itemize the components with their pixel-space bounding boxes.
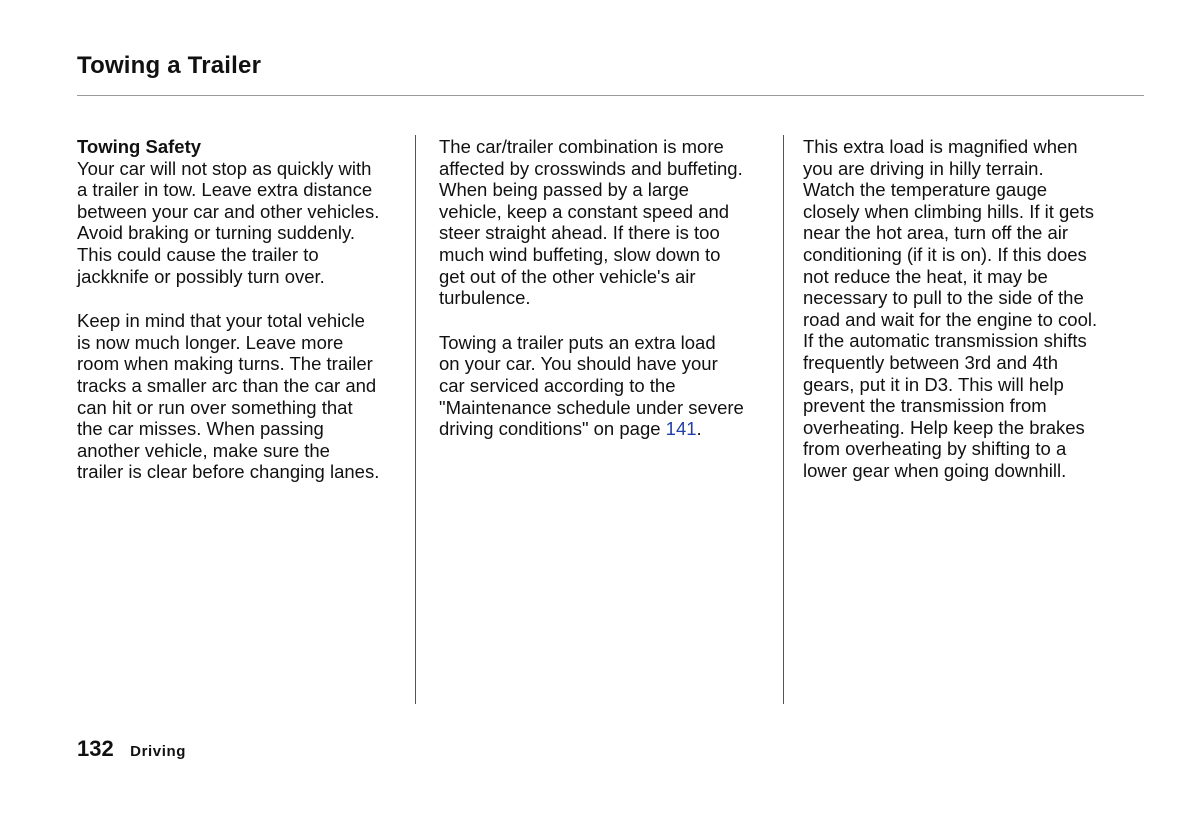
paragraph-towing-safety <box>77 158 412 288</box>
text-line: lower gear when going downhill. <box>803 459 1067 481</box>
text-line: conditioning (if it is on). If this does <box>803 243 1087 265</box>
text-line: frequently between 3rd and 4th <box>803 351 1059 373</box>
text-line: near the hot area, turn off the air <box>803 222 1068 244</box>
text-line: another vehicle, make sure the <box>77 439 330 461</box>
text-line: jackknife or possibly turn over. <box>77 265 325 287</box>
column-divider <box>415 135 416 704</box>
text-line: between your car and other vehicles. <box>77 200 380 222</box>
text-line: gears, put it in D3. This will help <box>803 373 1064 395</box>
section-name: Driving <box>130 743 187 760</box>
text-line: The car/trailer combination is more <box>439 136 724 157</box>
paragraph-hilly-terrain <box>803 136 1143 482</box>
column-2 <box>439 136 779 463</box>
text-fragment: . <box>696 418 702 440</box>
text-line: you are driving in hilly terrain. <box>803 157 1044 179</box>
text-line: overheating. Help keep the brakes <box>803 416 1085 438</box>
text-line: tracks a smaller arc than the car and <box>77 374 377 396</box>
page-footer <box>77 736 186 762</box>
page-title: Towing a Trailer <box>77 52 262 79</box>
title-divider <box>77 95 1144 96</box>
text-line: is now much longer. Leave more <box>77 331 344 353</box>
text-line: Watch the temperature gauge <box>803 179 1048 201</box>
column-divider <box>783 135 784 704</box>
text-line: much wind buffeting, slow down to <box>439 243 721 265</box>
text-line: vehicle, keep a constant speed and <box>439 200 730 222</box>
text-line: When being passed by a large <box>439 179 689 201</box>
text-line: a trailer in tow. Leave extra distance <box>77 179 373 201</box>
text-line: prevent the transmission from <box>803 395 1047 417</box>
text-line: can hit or run over something that <box>77 396 353 418</box>
text-line: Your car will not stop as quickly with <box>77 157 372 179</box>
text-line: affected by crosswinds and buffeting. <box>439 157 743 179</box>
page-number: 132 <box>77 736 114 761</box>
text-line: the car misses. When passing <box>77 418 324 440</box>
text-line: turbulence. <box>439 287 531 309</box>
text-line: necessary to pull to the side of the <box>803 287 1084 309</box>
paragraph-crosswinds <box>439 136 779 309</box>
text-line: trailer is clear before changing lanes. <box>77 461 380 483</box>
text-line: room when making turns. The trailer <box>77 353 373 375</box>
text-line: This extra load is magnified when <box>803 136 1078 157</box>
text-line: Towing a trailer puts an extra load <box>439 331 716 353</box>
text-line: on your car. You should have your <box>439 353 718 375</box>
text-line: "Maintenance schedule under severe <box>439 396 744 418</box>
text-line: If the automatic transmission shifts <box>803 330 1087 352</box>
column-3 <box>803 136 1143 505</box>
page-reference-link[interactable]: 141 <box>665 418 697 440</box>
text-fragment: driving conditions" on page <box>439 418 666 440</box>
text-line: get out of the other vehicle's air <box>439 265 696 287</box>
text-line: Avoid braking or turning suddenly. <box>77 222 356 244</box>
text-line: steer straight ahead. If there is too <box>439 222 720 244</box>
text-line: road and wait for the engine to cool. <box>803 308 1098 330</box>
section-heading-towing-safety: Towing Safety <box>77 136 202 157</box>
text-line: from overheating by shifting to a <box>803 438 1067 460</box>
paragraph-vehicle-length <box>77 310 412 483</box>
paragraph-extra-load <box>439 332 779 440</box>
text-line <box>439 418 779 440</box>
text-line: car serviced according to the <box>439 374 676 396</box>
text-line: This could cause the trailer to <box>77 243 319 265</box>
text-line: Keep in mind that your total vehicle <box>77 310 365 332</box>
text-line: not reduce the heat, it may be <box>803 265 1048 287</box>
column-1 <box>77 136 412 506</box>
text-line: closely when climbing hills. If it gets <box>803 200 1094 222</box>
